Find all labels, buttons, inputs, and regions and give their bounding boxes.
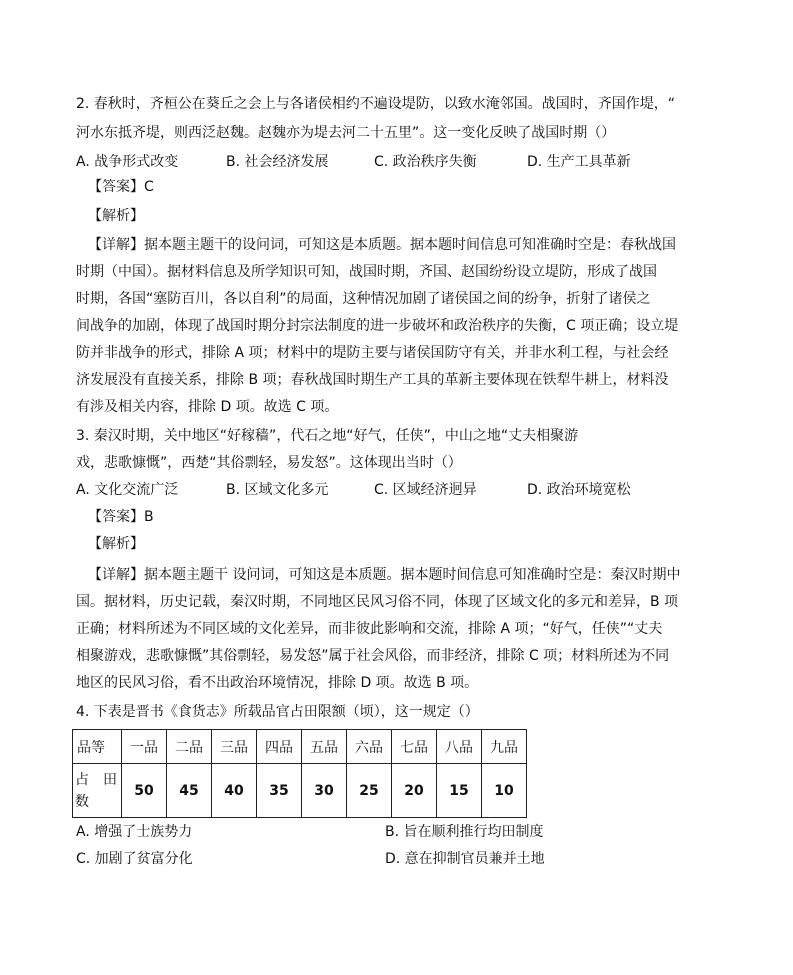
grade-6: 六品 bbox=[347, 730, 392, 764]
q2-detail-line-5: 防并非战争的形式，排除 A 项；材料中的堤防主要与诸侯国防守有关，并非水利工程，与社会经 bbox=[76, 345, 669, 361]
value-6: 25 bbox=[347, 764, 392, 818]
q2-option-c: C. 政治秩序失衡 bbox=[374, 154, 477, 170]
grade-2: 二品 bbox=[167, 730, 212, 764]
q3-detail-line-5: 地区的民风习俗，看不出政治环境情况，排除 D 项。故选 B 项。 bbox=[76, 675, 479, 691]
q2-detail-line-4: 间战争的加剧，体现了战国时期分封宗法制度的进一步破坏和政治秩序的失衡，C 项正确；设立堤 bbox=[76, 318, 679, 334]
table-header-label: 品等 bbox=[73, 730, 122, 764]
q3-detail-line-1: 【详解】据本题主题干 设问词，可知这是本质题。据本题时间信息可知准确时空是：秦汉时期中 bbox=[88, 567, 681, 583]
value-7: 20 bbox=[392, 764, 437, 818]
q3-detail-line-2: 国。据材料，历史记载，秦汉时期，不同地区民风习俗不同，体现了区域文化的多元和差异，B 项 bbox=[76, 594, 679, 610]
grade-8: 八品 bbox=[437, 730, 482, 764]
q2-detail-line-2: 时期（中国）。据材料信息及所学知识可知，战国时期，齐国、赵国纷纷设立堤防，形成了战国 bbox=[76, 264, 657, 280]
q3-option-a: A. 文化交流广泛 bbox=[76, 482, 179, 498]
q4-option-c: C. 加剧了贫富分化 bbox=[76, 851, 193, 867]
q2-option-d: D. 生产工具革新 bbox=[527, 154, 631, 170]
land-quota-table bbox=[72, 729, 527, 818]
table-value-row bbox=[73, 764, 527, 818]
q3-stem-line-2: 戏，悲歌慷慨”，西楚“其俗剽轻，易发怒”。这体现出当时（） bbox=[76, 455, 462, 471]
grade-9: 九品 bbox=[482, 730, 527, 764]
value-2: 45 bbox=[167, 764, 212, 818]
q3-detail-line-3: 正确；材料所述为不同区域的文化差异，而非彼此影响和交流，排除 A 项；“好气，任侠”“丈夫 bbox=[76, 621, 663, 637]
value-1: 50 bbox=[122, 764, 167, 818]
value-3: 40 bbox=[212, 764, 257, 818]
grade-4: 四品 bbox=[257, 730, 302, 764]
q3-analysis-label: 【解析】 bbox=[88, 536, 144, 552]
q3-option-c: C. 区域经济迥异 bbox=[374, 482, 477, 498]
q3-detail-line-4: 相聚游戏，悲歌慷慨”其俗剽轻，易发怒”属于社会风俗，而非经济，排除 C 项；材料所述为不同 bbox=[76, 648, 670, 664]
grade-1: 一品 bbox=[122, 730, 167, 764]
q2-detail-line-3: 时期，各国“塞防百川，各以自利”的局面，这种情况加剧了诸侯国之间的纷争，折射了诸侯之 bbox=[76, 291, 651, 307]
q3-stem-line-1: 3. 秦汉时期，关中地区“好稼穑”，代石之地“好气，任侠”，中山之地“丈夫相聚游 bbox=[76, 428, 579, 444]
q4-option-a: A. 增强了士族势力 bbox=[76, 824, 193, 840]
q2-stem-line-2: 河水东抵齐堤，则西泛赵魏。赵魏亦为堤去河二十五里”。这一变化反映了战国时期（） bbox=[76, 125, 616, 141]
q2-detail-line-6: 济发展没有直接关系，排除 B 项；春秋战国时期生产工具的革新主要体现在铁犁牛耕上，材料没 bbox=[76, 372, 669, 388]
q2-answer: 【答案】C bbox=[88, 179, 154, 195]
q2-analysis-label: 【解析】 bbox=[88, 208, 144, 224]
q3-option-d: D. 政治环境宽松 bbox=[527, 482, 631, 498]
q2-option-a: A. 战争形式改变 bbox=[76, 154, 179, 170]
value-5: 30 bbox=[302, 764, 347, 818]
value-8: 15 bbox=[437, 764, 482, 818]
q2-stem-line-1: 2. 春秋时，齐桓公在葵丘之会上与各诸侯相约不遍设堤防，以致水淹邻国。战国时，齐国作堤，“ bbox=[76, 96, 676, 112]
value-9: 10 bbox=[482, 764, 527, 818]
table-row-label: 占 田 数 bbox=[73, 764, 122, 818]
q2-detail-line-7: 有涉及相关内容，排除 D 项。故选 C 项。 bbox=[76, 399, 339, 415]
grade-7: 七品 bbox=[392, 730, 437, 764]
q2-detail-line-1: 【详解】据本题主题干的设问词，可知这是本质题。据本题时间信息可知准确时空是：春秋战国 bbox=[88, 237, 676, 253]
grade-3: 三品 bbox=[212, 730, 257, 764]
q4-option-d: D. 意在抑制官员兼并土地 bbox=[385, 851, 545, 867]
value-4: 35 bbox=[257, 764, 302, 818]
q3-answer: 【答案】B bbox=[88, 509, 154, 525]
grade-5: 五品 bbox=[302, 730, 347, 764]
table-header-row bbox=[73, 730, 527, 764]
q2-option-b: B. 社会经济发展 bbox=[226, 154, 329, 170]
q3-option-b: B. 区域文化多元 bbox=[226, 482, 329, 498]
q4-stem: 4. 下表是晋书《食货志》所载品官占田限额（顷），这一规定（） bbox=[76, 704, 479, 720]
q4-option-b: B. 旨在顺利推行均田制度 bbox=[385, 824, 544, 840]
